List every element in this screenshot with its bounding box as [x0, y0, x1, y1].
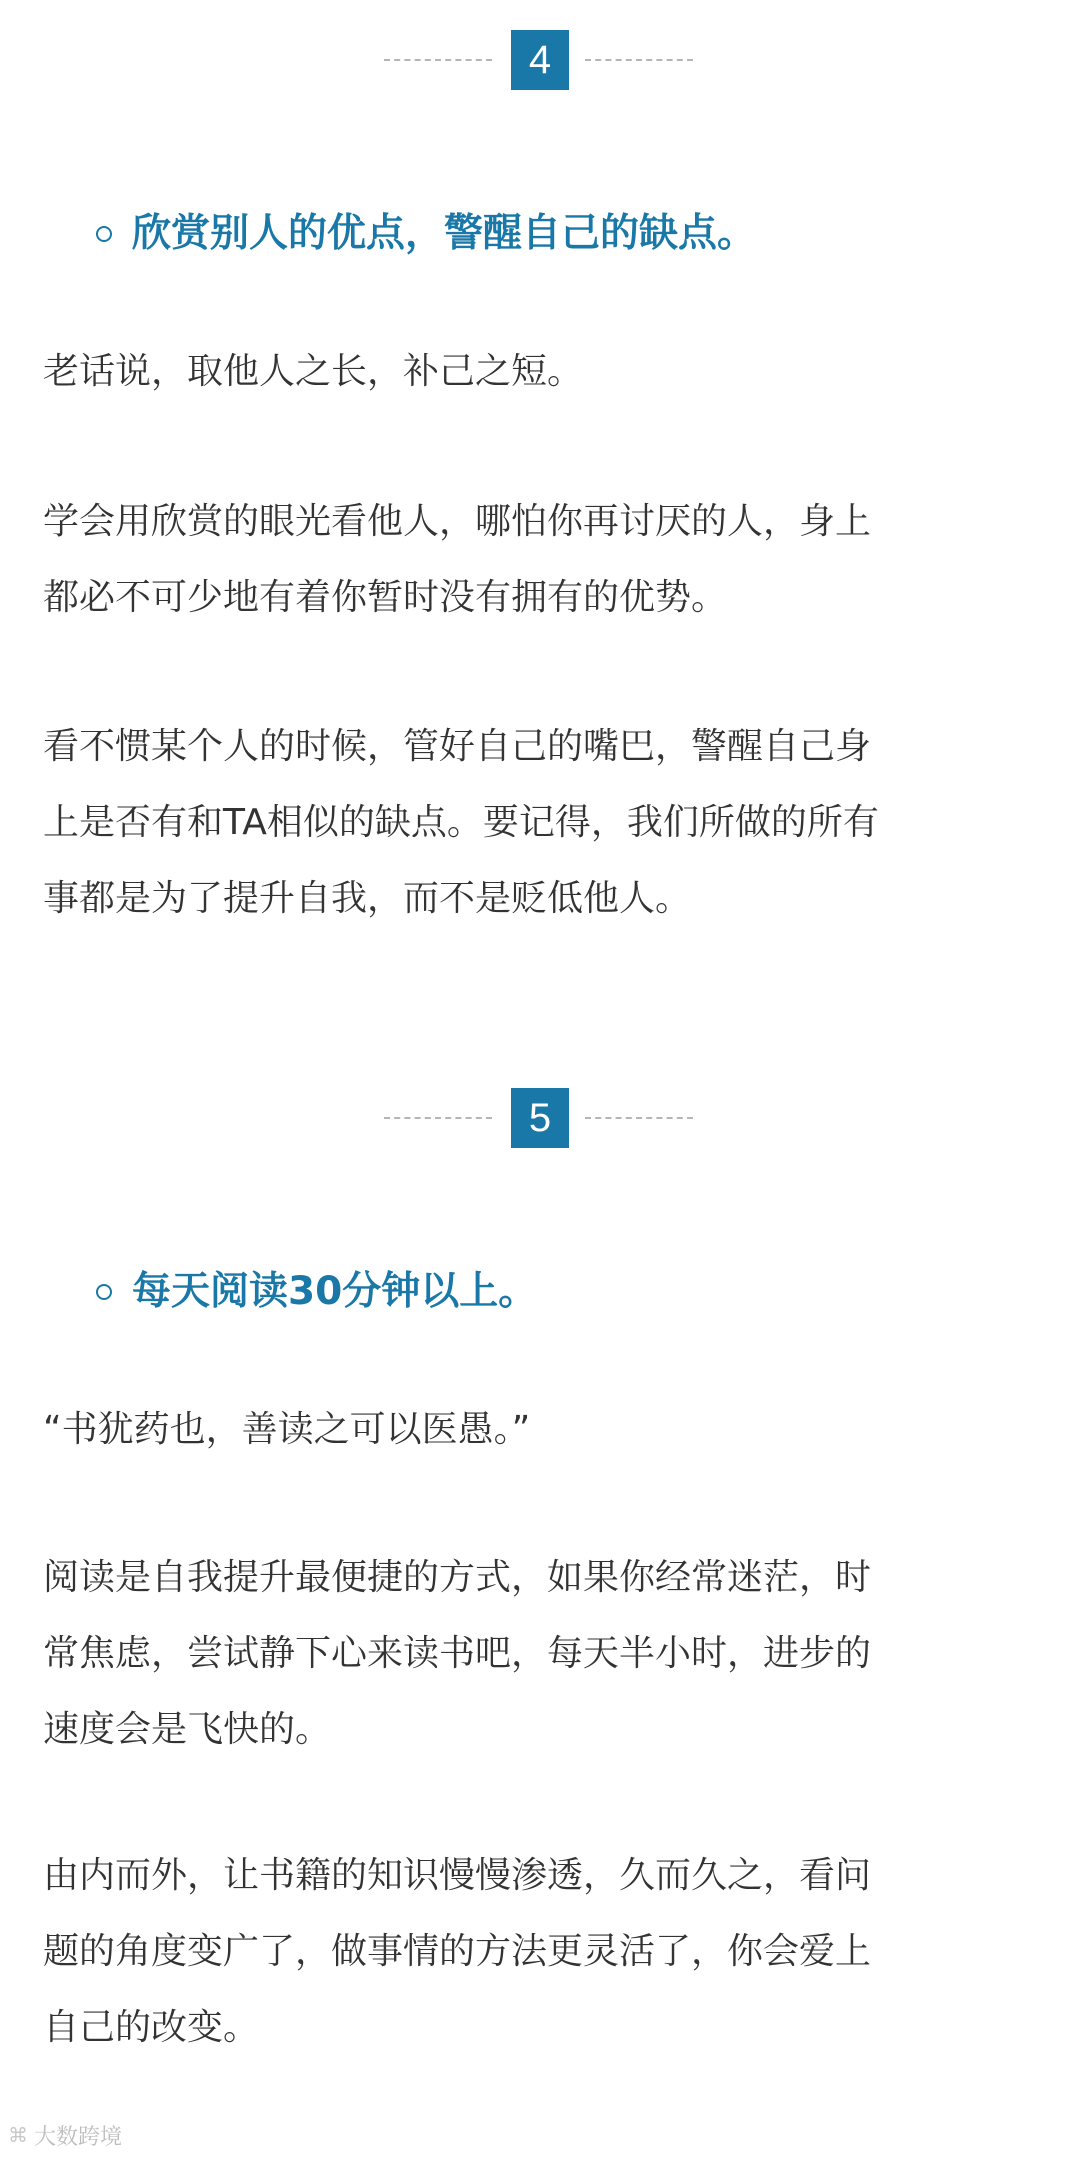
paragraph-line: 看不惯某个人的时候，管好自己的嘴巴，警醒自己身 — [43, 726, 872, 767]
paragraph-line: 速度会是飞快的。 — [43, 1709, 332, 1750]
paragraph — [43, 334, 1043, 410]
circle-bullet-icon — [96, 1284, 112, 1300]
logo-icon: ⌘ — [8, 2123, 28, 2147]
paragraph-line: “书犹药也，善读之可以医愚。” — [43, 1409, 531, 1450]
paragraph — [43, 484, 1043, 636]
circle-bullet-icon — [96, 226, 112, 242]
paragraph-line: 自己的改变。 — [43, 2007, 260, 2048]
paragraph-line: 常焦虑，尝试静下心来读书吧，每天半小时，进步的 — [43, 1633, 872, 1674]
paragraph — [43, 1392, 1043, 1468]
divider-dash-right — [585, 1117, 693, 1119]
section-heading-text: 每天阅读30分钟以上。 — [132, 1269, 538, 1314]
paragraph-line: 都必不可少地有着你暂时没有拥有的优势。 — [43, 577, 728, 618]
section-divider-5 — [0, 1088, 1080, 1148]
paragraph — [43, 1838, 1043, 2066]
paragraph-line: 事都是为了提升自我，而不是贬低他人。 — [43, 878, 692, 919]
paragraph-line: 上是否有和TA相似的缺点。要记得，我们所做的所有 — [43, 802, 879, 843]
divider-dash-left — [384, 59, 492, 61]
paragraph-line: 老话说，取他人之长，补己之短。 — [43, 351, 584, 392]
section-heading-4 — [96, 204, 996, 264]
watermark-text: 大数跨境 — [34, 2124, 123, 2150]
divider-dash-right — [585, 59, 693, 61]
paragraph — [43, 1540, 1043, 1768]
paragraph-line: 学会用欣赏的眼光看他人，哪怕你再讨厌的人，身上 — [43, 501, 872, 542]
section-heading-text: 欣赏别人的优点，警醒自己的缺点。 — [132, 211, 757, 256]
section-number-badge: 4 — [511, 30, 569, 90]
watermark — [8, 2120, 122, 2150]
paragraph — [43, 709, 1043, 937]
paragraph-line: 由内而外，让书籍的知识慢慢渗透，久而久之，看问 — [43, 1855, 872, 1896]
paragraph-line: 阅读是自我提升最便捷的方式，如果你经常迷茫，时 — [43, 1557, 872, 1598]
divider-dash-left — [384, 1117, 492, 1119]
section-number-badge: 5 — [511, 1088, 569, 1148]
section-divider-4 — [0, 30, 1080, 90]
section-heading-5 — [96, 1262, 996, 1322]
paragraph-line: 题的角度变广了，做事情的方法更灵活了，你会爱上 — [43, 1931, 872, 1972]
